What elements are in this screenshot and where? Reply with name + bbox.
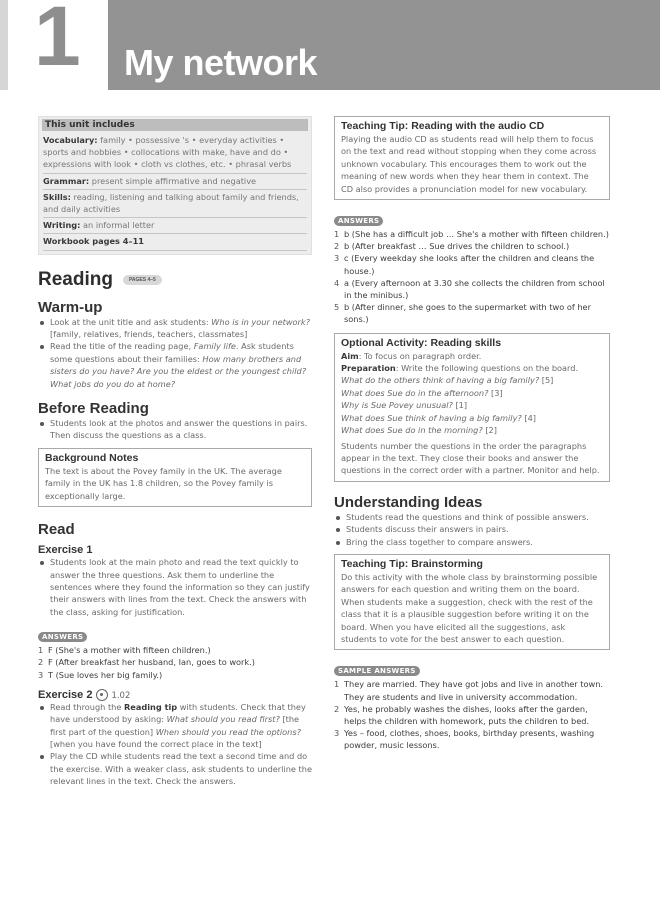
unit-includes-heading: This unit includes [42,119,308,131]
answer-item: 4 a (Every afternoon at 3.30 she collects the children from school in the minibus.) [334,277,605,301]
exercise2-answers [334,228,610,326]
list-item: Bring the class together to compare answers. [334,536,610,548]
understanding-heading: Understanding Ideas [334,493,483,511]
question-line: What does Sue do in the morning? [2] [341,425,497,436]
list-item: Students look at the main photo and read the text quickly to answer the three questions. Ask them to underline the sentences where they found the information so they can justify their answers with lines from the text. Check the answers with the class, asking for justification. [38,556,312,618]
list-item: Play the CD while students read the text a second time and do the exercise. With a weaker class, ask students to underline the relevant lines in the text. Check the answers. [38,750,312,787]
exercise2-heading: Exercise 2 1.02 [38,688,131,701]
track-number: 1.02 [111,690,131,701]
answer-item: 3 c (Every weekday she looks after the children and cleans the house.) [334,253,595,276]
sample-answers [334,678,610,751]
question-line: What does Sue do in the afternoon? [3] [341,387,503,398]
before-reading-list [38,417,312,442]
list-item: Students look at the photos and answer the questions in pairs. Then discuss the questions as a class. [38,417,312,442]
answer-item: 1 They are married. They have got jobs and live in another town. They are students and live in university accommodation. [334,679,603,702]
reading-heading: Reading PAGES 4–5 [38,269,312,291]
pages-badge: PAGES 4–5 [123,275,162,285]
exercise1-answers [38,644,312,681]
background-notes-text: The text is about the Povey family in the UK. The average family in the UK has 1.8 children, so the Povey family is exceptionally large. [45,465,282,501]
workbook-row: Workbook pages 4–11 [43,234,307,250]
exercise1-list [38,556,312,618]
answers-tag: ANSWERS [38,632,87,642]
list-item: Look at the unit title and ask students: Who is in your network? [family, relatives, friends, teachers, classmates] [38,316,312,341]
list-item: Students discuss their answers in pairs. [334,523,610,535]
left-column [38,116,312,788]
answer-item: 3 T (Sue loves her big family.) [38,669,163,680]
teaching-tip-audio-box [334,116,610,200]
preparation-line: Preparation: Write the following questions on the board. [341,363,579,374]
unit-strip [0,0,8,90]
optional-activity-closing: Students number the questions in the order the paragraphs appear in the text. They close their books and answer the questions in the correct order with a partner. Monitor and help. [341,440,600,476]
answer-item: 2 b (After breakfast … Sue drives the children to school.) [334,241,570,252]
answer-item: 5 b (After dinner, she goes to the supermarket with two of her sons.) [334,302,591,325]
unit-number: 1 [34,0,79,83]
teaching-tip-brainstorm-title: Teaching Tip: Brainstorming [341,557,483,570]
list-item: Students read the questions and think of possible answers. [334,511,610,523]
skills-row: Skills: reading, listening and talking about family and friends, and daily activities [43,190,307,218]
read-heading: Read [38,521,75,539]
optional-activity-box [334,333,610,482]
sample-answers-tag: SAMPLE ANSWERS [334,666,420,676]
list-item: Read the title of the reading page, Family life. Ask students some questions about their families: How many brothers and sisters do you have? Are you the eldest or the youngest child? What jobs do you do at home? [38,340,312,390]
aim-line: Aim: To focus on paragraph order. [341,350,482,361]
question-line: Why is Sue Povey unusual? [1] [341,400,468,411]
background-notes-box [38,448,312,507]
title-bar [108,0,660,90]
teaching-tip-brainstorm-text: Do this activity with the whole class by brainstorming possible answers for each question and writing them on the board. When students make a suggestion, check with the rest of the class that it is a plausible suggestion before writing it on the board. When you have elicited all the suggestions, ask students to vote for the best answer to each question. [341,571,598,644]
writing-row: Writing: an informal letter [43,218,307,234]
answer-item: 2 F (After breakfast her husband, Ian, goes to work.) [38,657,255,668]
question-line: What does Sue think of having a big family? [4] [341,412,536,423]
answers-tag: ANSWERS [334,216,383,226]
warmup-heading: Warm-up [38,298,103,316]
exercise1-heading: Exercise 1 [38,544,93,557]
list-item: Read through the Reading tip with students. Check that they have understood by asking: What should you read first? [the first part of the question] When should you read the options? [when you have found the correct place in the text] [38,701,312,751]
right-column [334,116,610,752]
unit-includes-box [38,116,312,255]
teaching-tip-audio-title: Teaching Tip: Reading with the audio CD [341,120,545,132]
vocabulary-row: Vocabulary: family • possessive 's • everyday activities • sports and hobbies • collocations with make, have and do • expressions with look • cloth vs clothes, etc. • phrasal verbs [43,133,307,174]
answer-item: 2 Yes, he probably washes the dishes, looks after the garden, helps the children with homework, puts the children to bed. [334,703,590,726]
understanding-list [334,511,610,548]
before-reading-heading: Before Reading [38,400,149,418]
page-title: My network [124,42,318,83]
exercise2-list [38,701,312,788]
warmup-list [38,316,312,390]
optional-activity-title: Optional Activity: Reading skills [341,336,502,349]
teaching-tip-audio-text: Playing the audio CD as students read will help them to focus on the text and read without stopping when they come across unknown vocabulary. This encourages them to work out the meaning of new words when they hear them in context. The CD also provides a pronunciation model for new vocabulary. [341,134,597,194]
question-line: What do the others think of having a big family? [5] [341,375,554,386]
background-notes-title: Background Notes [45,451,139,464]
answer-item: 1 b (She has a difficult job … She's a mother with fifteen children.) [334,229,609,240]
cd-icon [96,689,108,701]
answer-item: 3 Yes – food, clothes, shoes, books, birthday presents, washing powder, music lessons. [334,728,595,751]
teaching-tip-brainstorm-box [334,554,610,650]
answer-item: 1 F (She's a mother with fifteen children.) [38,645,211,656]
grammar-row: Grammar: present simple affirmative and negative [43,174,307,190]
